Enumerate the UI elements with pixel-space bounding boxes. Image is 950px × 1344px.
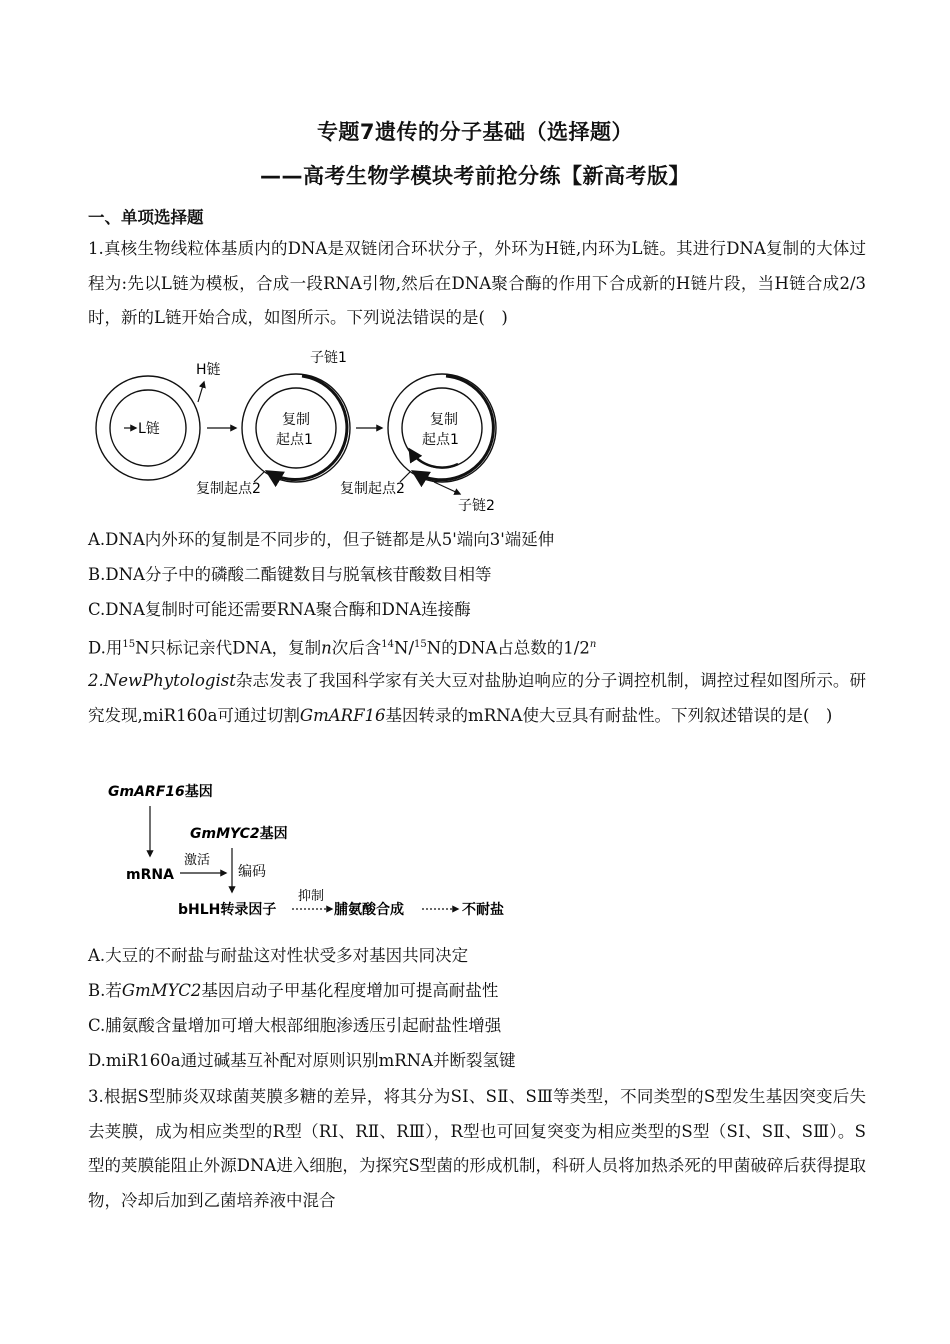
document-title: 专题7遗传的分子基础（选择题） xyxy=(316,120,634,144)
gmmyc2-gene-label: GmMYC2基因 xyxy=(190,826,288,842)
origin-2-label-a: 复制起点2 xyxy=(196,481,261,497)
daughter-chain-2-label: 子链2 xyxy=(458,498,495,514)
question-1-option-d: D.用$^{15}$N只标记亲代DNA，复制n次后含$^{14}$N/$^{15}$N的DNA占总数的1/2$^n$ xyxy=(88,638,597,658)
daughter-chain-1-label: 子链1 xyxy=(310,350,347,366)
gmarf16-gene-label: GmARF16基因 xyxy=(108,784,213,800)
origin-2-label-b: 复制起点2 xyxy=(340,481,405,497)
question-2-option-d: D.miR160a通过碱基互补配对原则识别mRNA并断裂氢键 xyxy=(88,1051,516,1070)
dna-replication-diagram xyxy=(88,340,528,520)
question-1-stem: 1.真核生物线粒体基质内的DNA是双链闭合环状分子，外环为H链,内环为L链。其进行DNA复制的大体过程为:先以L链为模板，合成一段RNA引物,然后在DNA聚合酶的作用下合成新的H链片段，当H链合成2/3时，新的L链开始合成，如图所示。下列说法错误的是( ) xyxy=(88,239,866,327)
origin-1-line2-b: 起点1 xyxy=(422,432,459,448)
salt-intolerant-label: 不耐盐 xyxy=(462,902,504,918)
origin-1-line1-b: 复制 xyxy=(430,412,458,428)
question-2-option-b: B.若GmMYC2基因启动子甲基化程度增加可提高耐盐性 xyxy=(88,981,499,1000)
stage-1-circle xyxy=(96,362,221,480)
question-1-figure xyxy=(88,340,528,520)
origin-1-line2: 起点1 xyxy=(276,432,313,448)
activate-label: 激活 xyxy=(184,853,211,868)
question-1-option-a: A.DNA内外环的复制是不同步的，但子链都是从5'端向3'端延伸 xyxy=(88,530,555,549)
encode-label: 编码 xyxy=(238,864,266,880)
salt-regulation-diagram xyxy=(96,776,526,926)
question-1-option-b: B.DNA分子中的磷酸二酯键数目与脱氧核苷酸数目相等 xyxy=(88,565,492,584)
question-2-option-c: C.脯氨酸含量增加可增大根部细胞渗透压引起耐盐性增强 xyxy=(88,1016,502,1035)
question-3-stem: 3.根据S型肺炎双球菌荚膜多糖的差异，将其分为SⅠ、SⅡ、SⅢ等类型，不同类型的S型发生基因突变后失去荚膜，成为相应类型的R型（RⅠ、RⅡ、RⅢ），R型也可回复突变为相应类型的S型（SⅠ、SⅡ、SⅢ）。S型的荚膜能阻止外源DNA进入细胞，为探究S型菌的形成机制，科研人员将加热杀死的甲菌破碎后获得提取物，冷却后加到乙菌培养液中混合 xyxy=(88,1087,866,1210)
h-chain-label: H链 xyxy=(196,362,221,378)
question-2-figure xyxy=(96,776,526,926)
inhibit-label: 抑制 xyxy=(298,889,325,904)
mrna-label: mRNA xyxy=(126,867,174,883)
l-chain-label: L链 xyxy=(138,421,160,437)
origin-1-line1: 复制 xyxy=(282,412,310,428)
proline-synthesis-label: 脯氨酸合成 xyxy=(334,902,404,918)
question-2-stem: 2.NewPhytologist杂志发表了我国科学家有关大豆对盐胁迫响应的分子调控机制，调控过程如图所示。研究发现,miR160a可通过切割GmARF16基因转录的mRNA使大豆具有耐盐性。下列叙述错误的是( ) xyxy=(88,671,866,725)
document-subtitle: ——高考生物学模块考前抢分练【新高考版】 xyxy=(260,164,690,188)
question-2-option-a: A.大豆的不耐盐与耐盐这对性状受多对基因共同决定 xyxy=(88,946,469,965)
bhlh-tf-label: bHLH转录因子 xyxy=(178,902,277,918)
question-1-option-c: C.DNA复制时可能还需要RNA聚合酶和DNA连接酶 xyxy=(88,600,471,619)
section-heading: 一、单项选择题 xyxy=(88,208,204,227)
stage-3-circle xyxy=(340,374,496,514)
